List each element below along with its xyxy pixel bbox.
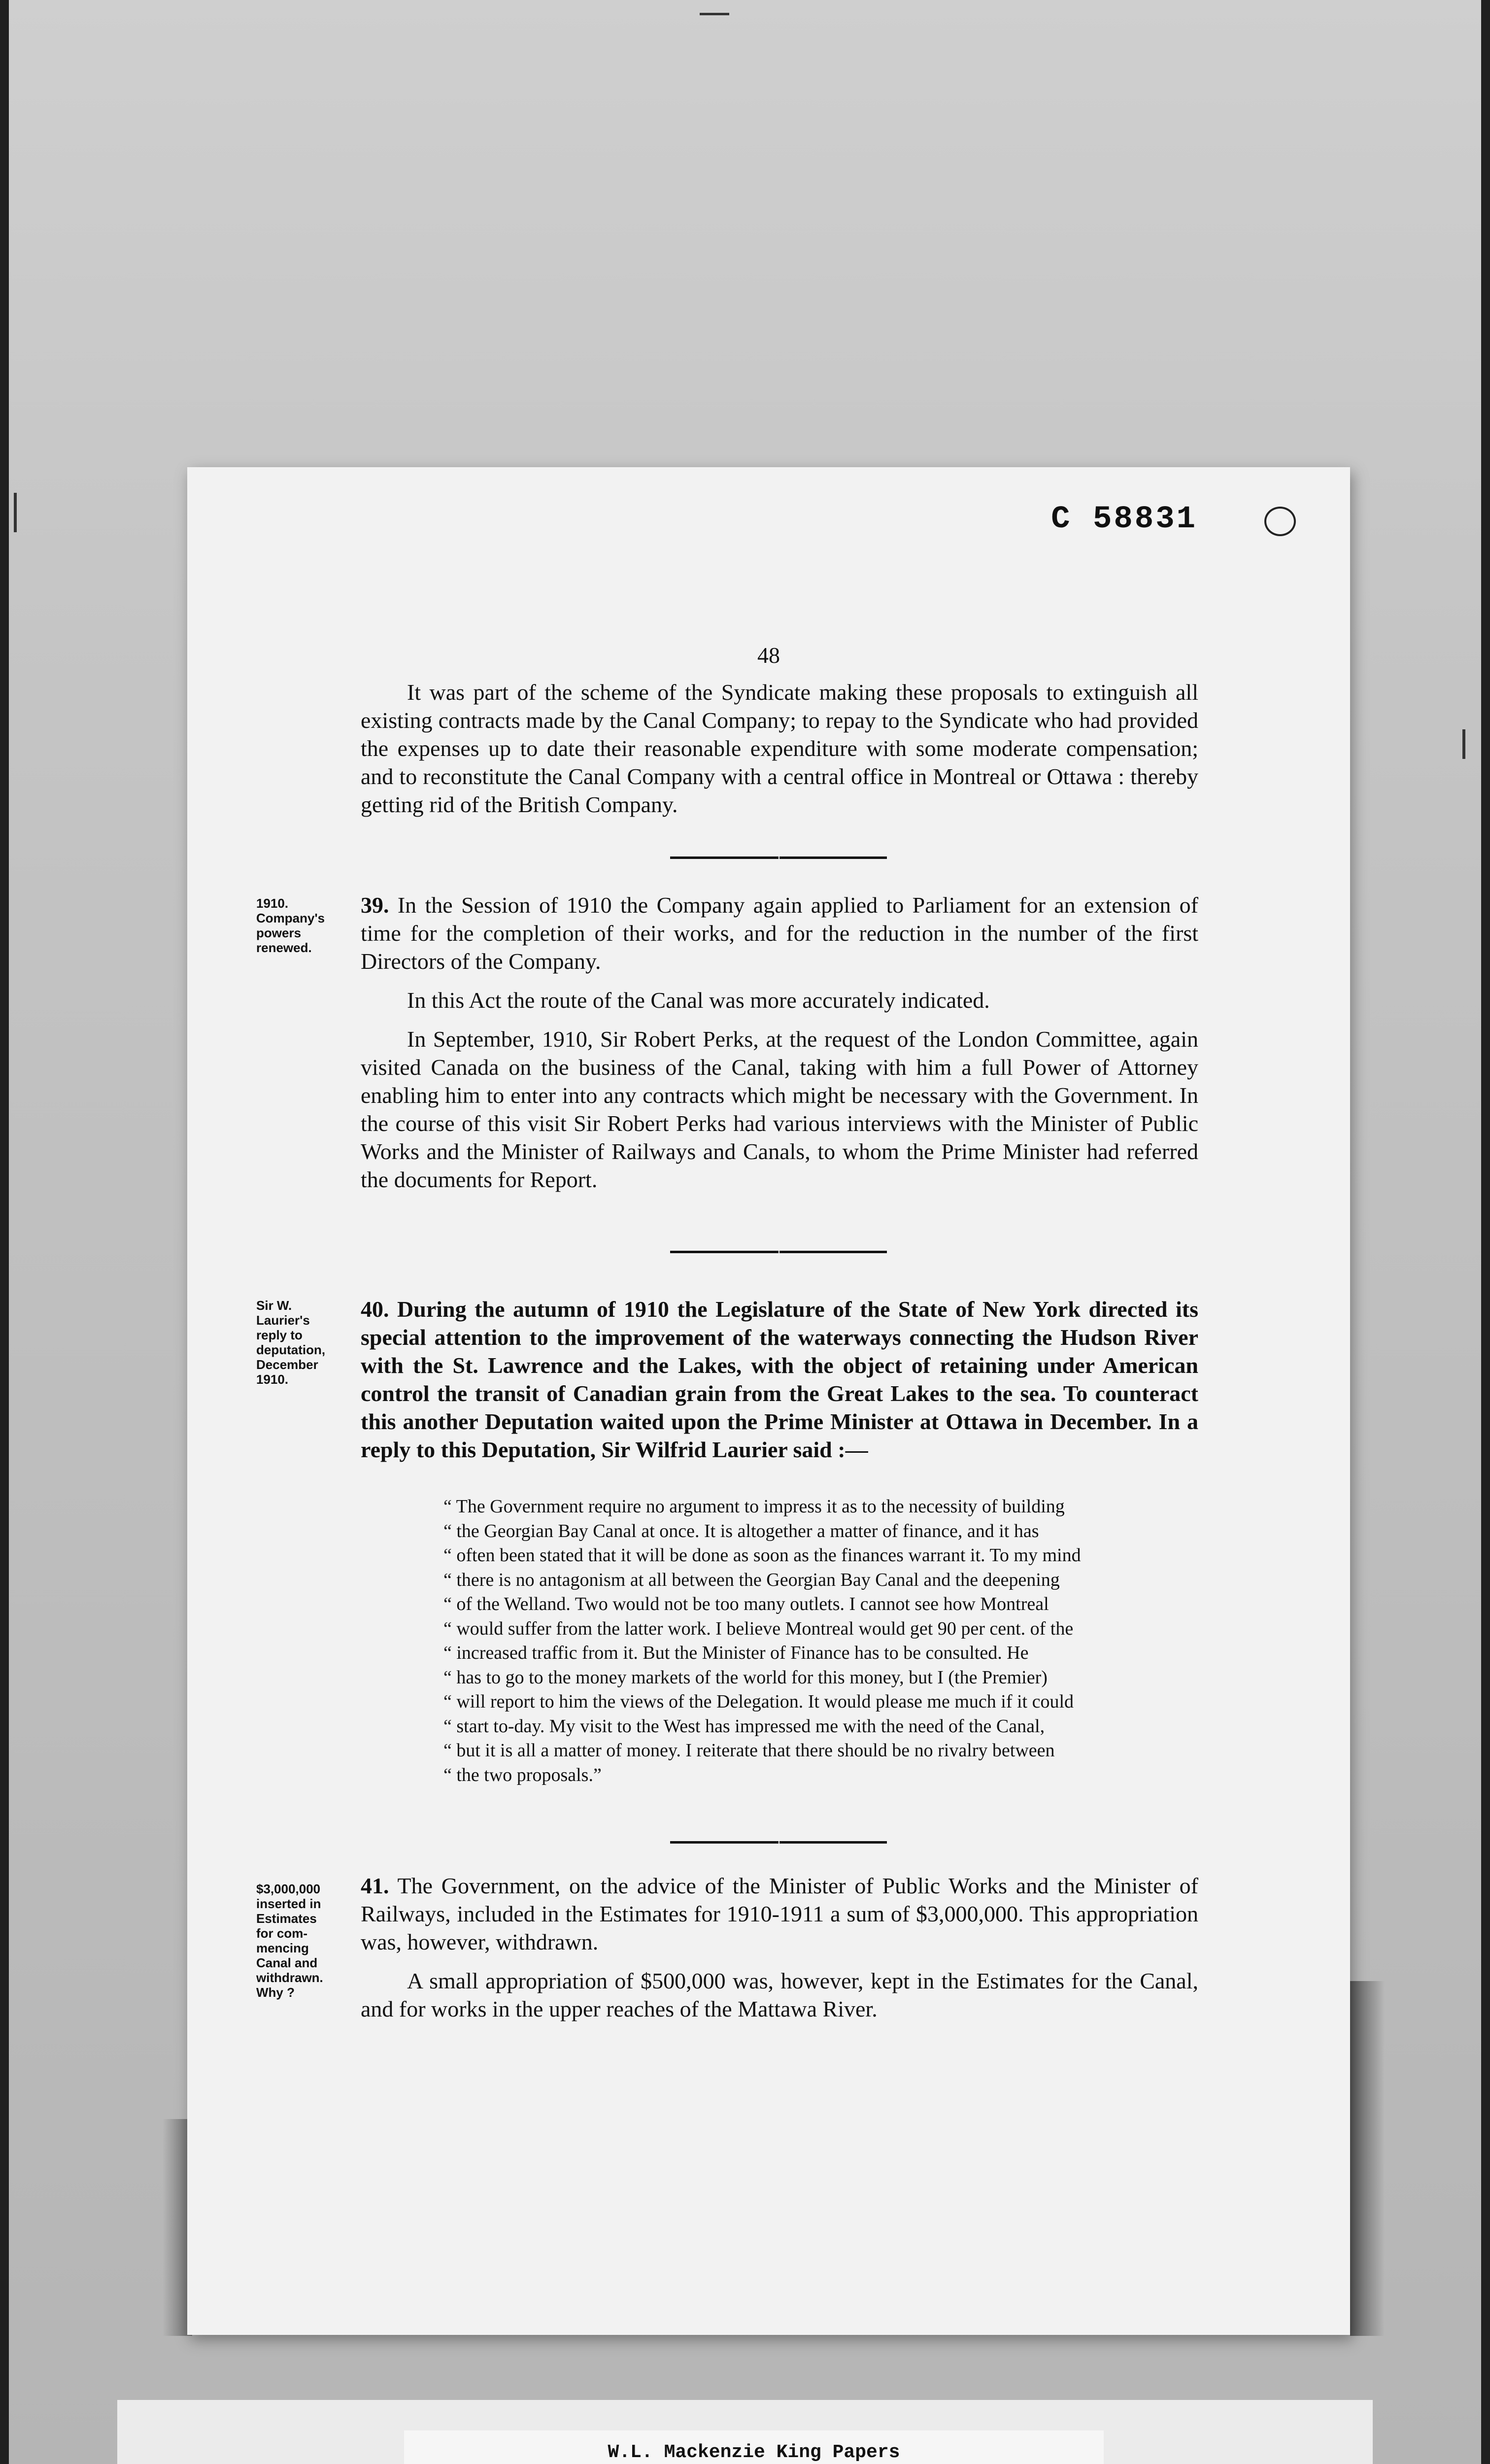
film-scratch (14, 493, 17, 532)
section-divider (670, 1841, 887, 1844)
section-number: 40. (361, 1297, 389, 1322)
film-edge-right (1481, 0, 1490, 2464)
margin-note-estimates: $3,000,000 inserted in Estimates for com- mencing Canal and withdrawn. Why ? (256, 1882, 323, 2000)
collection-name: W.L. Mackenzie King Papers (608, 2442, 900, 2463)
collection-label (404, 2430, 1104, 2464)
section-39: 39. In the Session of 1910 the Company again applied to Parliament for an extension of time for the completion of their works, and for the reduction in the number of the first Directors of the Company. In this Act the route of the Canal was more accurately indicated. In September, 1910, Sir Robert Perks, at the request of the London Committee, again visited Canada on the business of the Canal, taking with him a full Power of Attorney enabling him to enter into any contracts which might be necessary with the Government. In the course of this visit Sir Robert Perks had various interviews with the Minister of Public Works and the Minister of Railways and Canals, to whom the Prime Minister had referred the documents for Report. (361, 892, 1198, 1192)
section-number: 41. (361, 1873, 389, 1898)
reference-number: C 58831 (1051, 502, 1197, 537)
section-40: 40. During the autumn of 1910 the Legislature of the State of New York directed its special attention to the improvement of the waterways connecting the Hudson River with the St. Lawrence and the Lakes, with the object of retaining under American control the transit of Canadian grain from the Great Lakes to the sea. To counteract this another Deputation waited upon the Prime Minister at Ottawa in December. In a reply to this Deputation, Sir Wilfrid Laurier said :— (361, 1297, 1198, 1462)
film-edge-left (0, 0, 9, 2464)
margin-note-1910: 1910. Company's powers renewed. (256, 896, 325, 955)
laurier-quote: “ The Government require no argument to impress it as to the necessity of building “ the Georgian Bay Canal at once. It is altogether a matter of finance, and it has “ often been stated that it will be done as soon as the finances warrant it. To my mind “ there is no antagonism at all between the Georgian Bay Canal and the deepening “ of the Welland. Two would not be too many outlets. I cannot see how Montreal “ would suffer from the latter work. I believe Montreal would get 90 per cent. of the “ increased traffic from it. But the Minister of Finance has to be consulted. He “ has to go to the money markets of the world for this money, but I (the Premier) “ will report to him the views of the Delegation. It would please me much if it could “ start to-day. My visit to the West has impressed me with the need of the Canal, “ but it is all a matter of money. I reiterate that there should be no rivalry between “ the two proposals.” (443, 1496, 1081, 1785)
page-shadow (1350, 1981, 1385, 2336)
paragraph-intro: It was part of the scheme of the Syndicate making these proposals to extinguish all existing contracts made by the Canal Company; to repay to the Syndicate who had provided the expenses up to date their reasonable expenditure with some moderate compensation; and to reconstitute the Canal Company with a central office in Montreal or Ottawa : thereby getting rid of the British Company. (361, 680, 1198, 817)
section-divider (670, 1251, 887, 1253)
section-divider (670, 856, 887, 859)
page-number: 48 (757, 643, 780, 668)
section-41: 41. The Government, on the advice of the Minister of Public Works and the Minister of Railways, included in the Estimates for 1910-1911 a sum of $3,000,000. This appropriation was, however, withdrawn. A small appropriation of $500,000 was, however, kept in the Estimates for the Canal, and for works in the upper reaches of the Mattawa River. (361, 1873, 1198, 2021)
document-page (187, 467, 1350, 2335)
circle-mark-icon (1264, 507, 1296, 536)
film-scratch (700, 13, 729, 15)
margin-note-laurier: Sir W. Laurier's reply to deputation, December 1910. (256, 1298, 326, 1387)
section-number: 39. (361, 892, 389, 918)
film-scratch (1462, 729, 1465, 759)
